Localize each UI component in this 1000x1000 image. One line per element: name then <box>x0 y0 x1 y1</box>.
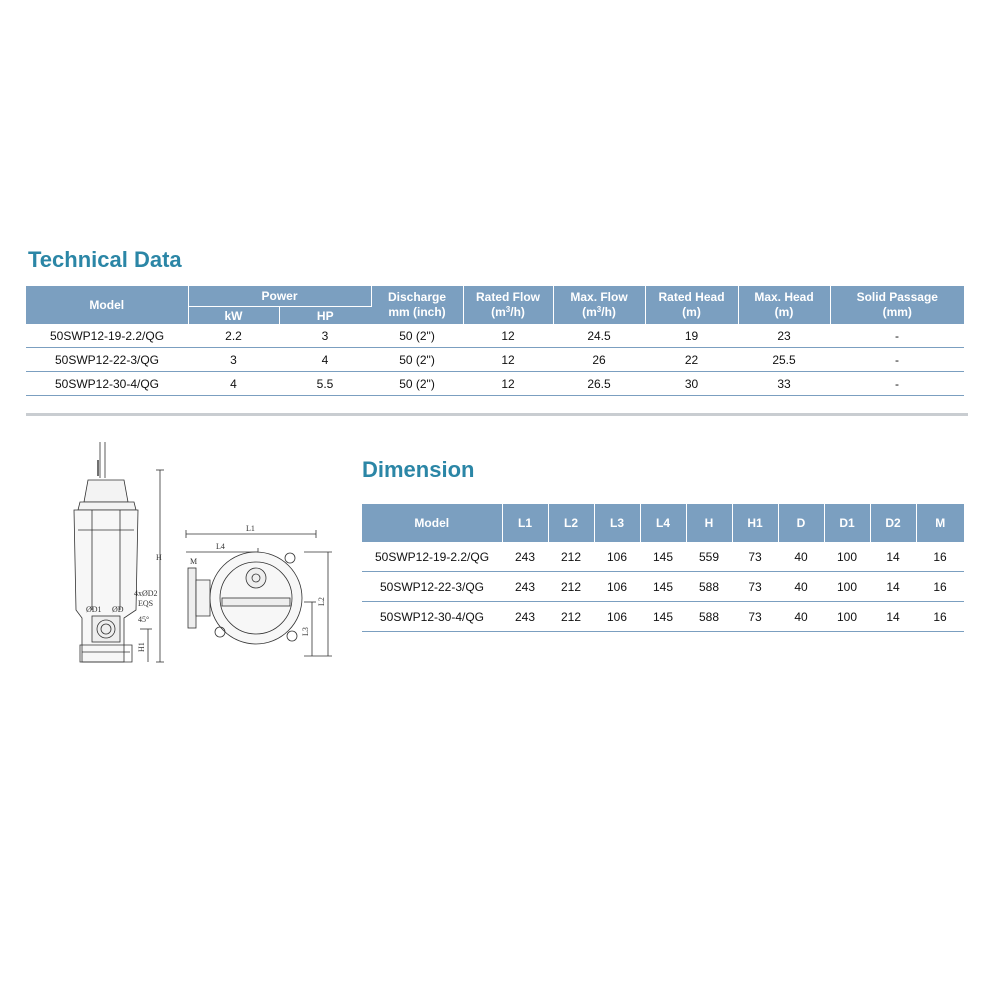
dim-header-d: D <box>778 504 824 542</box>
pump-dimension-drawing <box>52 440 352 680</box>
dim-cell-d1: 100 <box>824 572 870 602</box>
dim-cell-h: 588 <box>686 572 732 602</box>
cell-solid-passage: - <box>830 348 964 372</box>
dim-cell-h1: 73 <box>732 602 778 632</box>
cell-max-flow: 26.5 <box>553 372 645 396</box>
pump-side-view <box>74 442 164 662</box>
header-model: Model <box>26 286 188 324</box>
header-rated-head-line1: Rated Head <box>658 290 725 304</box>
dim-cell-l3: 106 <box>594 572 640 602</box>
header-rated-flow-unit-pre: (m <box>491 305 506 319</box>
label-m: M <box>190 557 198 566</box>
table-row <box>26 372 964 396</box>
dimension-table <box>362 504 964 632</box>
dim-cell-l2: 212 <box>548 602 594 632</box>
dim-cell-d: 40 <box>778 572 824 602</box>
cell-model: 50SWP12-22-3/QG <box>26 348 188 372</box>
dim-cell-m: 16 <box>916 542 964 572</box>
dim-cell-h1: 73 <box>732 572 778 602</box>
pump-top-view <box>186 524 332 656</box>
dim-cell-model: 50SWP12-19-2.2/QG <box>362 542 502 572</box>
header-max-head-line1: Max. Head <box>754 290 814 304</box>
label-l2: L2 <box>317 597 326 606</box>
cell-rated-head: 22 <box>645 348 738 372</box>
cell-hp: 3 <box>279 324 371 348</box>
cell-kw: 4 <box>188 372 279 396</box>
cell-max-head: 23 <box>738 324 830 348</box>
dim-header-m: M <box>916 504 964 542</box>
header-max-flow <box>553 286 645 324</box>
header-rated-flow-unit-sup: 3 <box>505 305 511 314</box>
label-d1: ØD1 <box>86 605 102 614</box>
label-h1: H1 <box>137 642 146 652</box>
cell-kw: 3 <box>188 348 279 372</box>
cell-model: 50SWP12-30-4/QG <box>26 372 188 396</box>
dim-cell-d2: 14 <box>870 602 916 632</box>
label-l3: L3 <box>301 627 310 636</box>
cell-rated-head: 30 <box>645 372 738 396</box>
header-solid-passage-line1: Solid Passage <box>856 290 938 304</box>
cell-max-head: 33 <box>738 372 830 396</box>
dim-cell-l4: 145 <box>640 602 686 632</box>
dim-cell-d2: 14 <box>870 542 916 572</box>
technical-data-table <box>26 286 964 396</box>
header-rated-flow-line1: Rated Flow <box>476 290 541 304</box>
dim-cell-l4: 145 <box>640 542 686 572</box>
header-discharge-line1: Discharge <box>388 290 447 304</box>
dim-cell-m: 16 <box>916 602 964 632</box>
dim-cell-model: 50SWP12-22-3/QG <box>362 572 502 602</box>
dim-cell-m: 16 <box>916 572 964 602</box>
dim-header-h: H <box>686 504 732 542</box>
header-kw: kW <box>188 307 279 325</box>
dim-header-h1: H1 <box>732 504 778 542</box>
dim-header-l2: L2 <box>548 504 594 542</box>
header-discharge <box>371 286 463 324</box>
table-row <box>362 542 964 572</box>
dim-cell-h1: 73 <box>732 542 778 572</box>
dim-header-model: Model <box>362 504 502 542</box>
dimension-title: Dimension <box>362 457 475 482</box>
header-max-flow-unit-sup: 3 <box>596 305 602 314</box>
cell-rated-flow: 12 <box>463 372 553 396</box>
cell-discharge: 50 (2") <box>371 348 463 372</box>
dim-cell-l3: 106 <box>594 602 640 632</box>
cell-model: 50SWP12-19-2.2/QG <box>26 324 188 348</box>
label-angle: 45° <box>138 615 150 624</box>
dim-cell-d: 40 <box>778 602 824 632</box>
cell-hp: 4 <box>279 348 371 372</box>
cell-max-flow: 26 <box>553 348 645 372</box>
header-max-flow-line1: Max. Flow <box>570 290 628 304</box>
header-max-head-line2: (m) <box>774 305 794 319</box>
header-rated-flow <box>463 286 553 324</box>
label-eqs: EQS <box>138 599 154 608</box>
header-max-flow-unit-post: /h) <box>601 305 616 319</box>
header-rated-head-line2: (m) <box>682 305 701 319</box>
dim-cell-d1: 100 <box>824 602 870 632</box>
dim-cell-l1: 243 <box>502 572 548 602</box>
dim-cell-model: 50SWP12-30-4/QG <box>362 602 502 632</box>
header-power: Power <box>188 286 371 307</box>
dim-header-l3: L3 <box>594 504 640 542</box>
label-h: H <box>156 553 162 562</box>
dim-cell-h: 559 <box>686 542 732 572</box>
dim-header-l4: L4 <box>640 504 686 542</box>
cell-hp: 5.5 <box>279 372 371 396</box>
header-rated-flow-unit-post: /h) <box>510 305 525 319</box>
table-row <box>26 348 964 372</box>
technical-data-title: Technical Data <box>28 247 182 272</box>
header-hp: HP <box>279 307 371 325</box>
dim-cell-l1: 243 <box>502 602 548 632</box>
dim-header-d2: D2 <box>870 504 916 542</box>
dim-cell-l1: 243 <box>502 542 548 572</box>
section-divider <box>26 413 968 416</box>
cell-discharge: 50 (2") <box>371 324 463 348</box>
cell-discharge: 50 (2") <box>371 372 463 396</box>
cell-kw: 2.2 <box>188 324 279 348</box>
table-row <box>26 324 964 348</box>
cell-max-flow: 24.5 <box>553 324 645 348</box>
label-d: ØD <box>112 605 124 614</box>
cell-solid-passage: - <box>830 324 964 348</box>
header-rated-head <box>645 286 738 324</box>
dim-cell-d2: 14 <box>870 572 916 602</box>
header-discharge-line2: mm (inch) <box>388 305 446 319</box>
dim-header-d1: D1 <box>824 504 870 542</box>
cell-rated-flow: 12 <box>463 324 553 348</box>
cell-solid-passage: - <box>830 372 964 396</box>
header-max-flow-unit-pre: (m <box>582 305 597 319</box>
header-solid-passage <box>830 286 964 324</box>
cell-rated-head: 19 <box>645 324 738 348</box>
dim-cell-h: 588 <box>686 602 732 632</box>
label-l1: L1 <box>246 524 255 533</box>
table-row <box>362 572 964 602</box>
header-max-head <box>738 286 830 324</box>
dim-cell-l3: 106 <box>594 542 640 572</box>
label-holes: 4xØD2 <box>134 589 158 598</box>
dim-cell-l2: 212 <box>548 572 594 602</box>
dim-cell-d: 40 <box>778 542 824 572</box>
dim-cell-d1: 100 <box>824 542 870 572</box>
cell-max-head: 25.5 <box>738 348 830 372</box>
header-solid-passage-line2: (mm) <box>882 305 912 319</box>
dim-cell-l4: 145 <box>640 572 686 602</box>
label-l4: L4 <box>216 542 225 551</box>
table-row <box>362 602 964 632</box>
cell-rated-flow: 12 <box>463 348 553 372</box>
dim-header-l1: L1 <box>502 504 548 542</box>
dim-cell-l2: 212 <box>548 542 594 572</box>
